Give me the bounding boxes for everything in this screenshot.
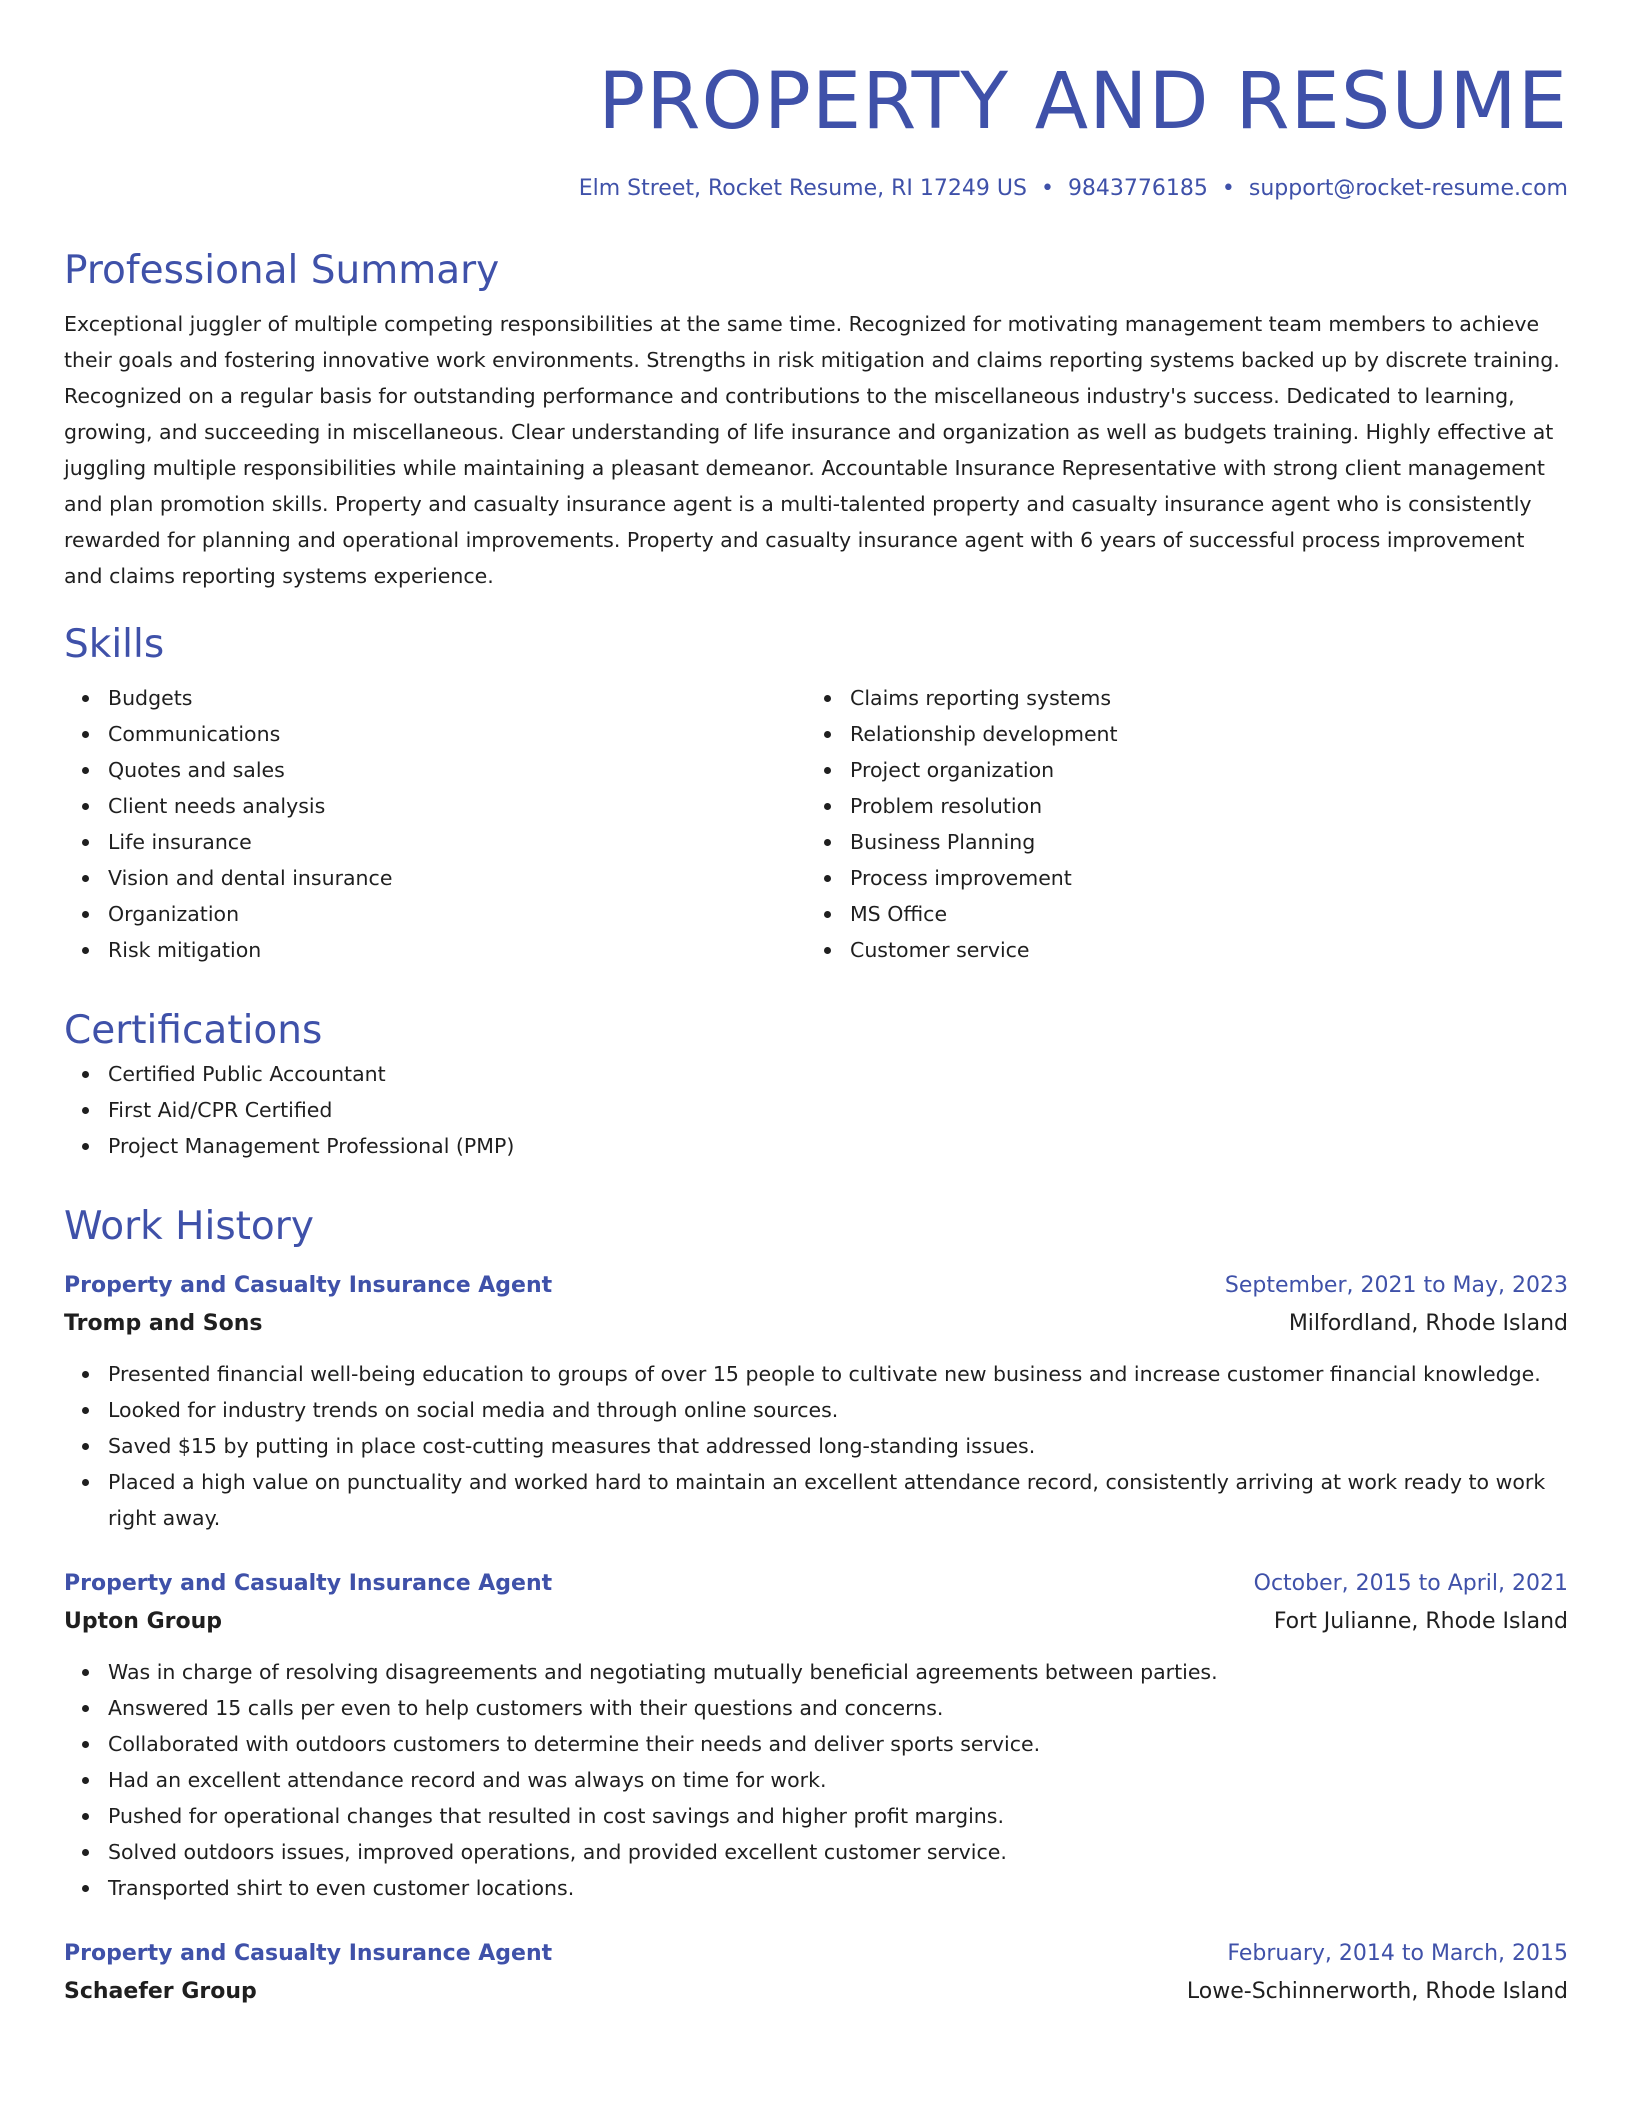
summary-text: Exceptional juggler of multiple competing responsibilities at the same time. Recognized for motivating management team members to achieve their goals and fostering innovative work environments. Strengths in risk mitigation and claims reporting systems backed up by discrete training. Recognized on a regular basis for outstanding performance and contributions to the miscellaneous industry's success. Dedicated to learning, growing, and succeeding in miscellaneous. Clear understanding of life insurance and organization as well as budgets training. Highly effective at juggling multiple responsibilities while maintaining a pleasant demeanor. Accountable Insurance Representative with strong client management and plan promotion skills. Property and casualty insurance agent is a multi-talented property and casualty insurance agent who is consistently rewarded for planning and operational improvements. Property and casualty insurance agent with 6 years of successful process improvement and claims reporting systems experience. [64, 312, 1560, 588]
contact-separator: • [1040, 176, 1054, 201]
job-title: Property and Casualty Insurance Agent [64, 1273, 553, 1298]
summary-heading: Professional Summary [64, 248, 500, 293]
skill-item: Vision and dental insurance [108, 860, 806, 896]
certifications-heading: Certifications [64, 1008, 323, 1053]
job-location: Lowe-Schinnerworth, Rhode Island [1186, 1979, 1568, 2004]
skill-item: Communications [108, 716, 806, 752]
contact-separator: • [1221, 176, 1235, 201]
job-entry [64, 1566, 1568, 1906]
job-company: Tromp and Sons [64, 1311, 263, 1336]
job-bullets [64, 1356, 1568, 1536]
skill-item: Budgets [108, 680, 806, 716]
job-bullet: Looked for industry trends on social media and through online sources. [108, 1392, 1568, 1428]
job-bullet: Placed a high value on punctuality and worked hard to maintain an excellent attendance record, consistently arriving at work ready to work right away. [108, 1464, 1568, 1536]
job-bullet: Presented financial well-being education to groups of over 15 people to cultivate new business and increase customer financial knowledge. [108, 1356, 1568, 1392]
skill-item: Customer service [850, 932, 1548, 968]
skill-item: Problem resolution [850, 788, 1548, 824]
contact-email: support@rocket-resume.com [1248, 176, 1568, 201]
job-title: Property and Casualty Insurance Agent [64, 1941, 553, 1966]
certification-item: First Aid/CPR Certified [108, 1092, 1568, 1128]
skills-column-left [64, 680, 806, 968]
skill-item: Client needs analysis [108, 788, 806, 824]
resume-page [64, 0, 1568, 2012]
job-location: Fort Julianne, Rhode Island [1273, 1609, 1568, 1634]
job-bullet: Pushed for operational changes that resulted in cost savings and higher profit margins. [108, 1798, 1568, 1834]
job-bullet: Solved outdoors issues, improved operations, and provided excellent customer service. [108, 1834, 1568, 1870]
skill-item: Business Planning [850, 824, 1548, 860]
skills-column-right [806, 680, 1548, 968]
job-bullet: Had an excellent attendance record and was always on time for work. [108, 1762, 1568, 1798]
job-bullets [64, 1654, 1568, 1906]
job-bullet: Collaborated with outdoors customers to determine their needs and deliver sports service. [108, 1726, 1568, 1762]
skills-list [64, 680, 1568, 968]
job-company: Upton Group [64, 1609, 222, 1634]
skill-item: Organization [108, 896, 806, 932]
skill-item: Claims reporting systems [850, 680, 1548, 716]
certification-item: Certified Public Accountant [108, 1056, 1568, 1092]
job-entry [64, 1936, 1568, 2012]
resume-header [64, 0, 1568, 204]
contact-phone: 9843776185 [1067, 176, 1208, 201]
job-location: Milfordland, Rhode Island [1288, 1311, 1568, 1336]
skill-item: Project organization [850, 752, 1548, 788]
job-company: Schaefer Group [64, 1979, 257, 2004]
job-bullet: Answered 15 calls per even to help customers with their questions and concerns. [108, 1690, 1568, 1726]
job-bullet: Was in charge of resolving disagreements and negotiating mutually beneficial agreements between parties. [108, 1654, 1568, 1690]
skill-item: Quotes and sales [108, 752, 806, 788]
contact-address: Elm Street, Rocket Resume, RI 17249 US [578, 176, 1027, 201]
skill-item: MS Office [850, 896, 1548, 932]
job-bullet: Saved $15 by putting in place cost-cutting measures that addressed long-standing issues. [108, 1428, 1568, 1464]
skill-item: Risk mitigation [108, 932, 806, 968]
certifications-list [64, 1056, 1568, 1164]
candidate-name: PROPERTY AND RESUME [598, 57, 1568, 147]
job-dates: September, 2021 to May, 2023 [1224, 1273, 1568, 1298]
skills-heading: Skills [64, 622, 165, 667]
skill-item: Process improvement [850, 860, 1548, 896]
job-dates: October, 2015 to April, 2021 [1253, 1571, 1568, 1596]
contact-line [64, 174, 1568, 204]
skill-item: Relationship development [850, 716, 1548, 752]
work-history-heading: Work History [64, 1204, 314, 1249]
job-dates: February, 2014 to March, 2015 [1227, 1941, 1568, 1966]
certification-item: Project Management Professional (PMP) [108, 1128, 1568, 1164]
job-entry [64, 1268, 1568, 1536]
job-bullet: Transported shirt to even customer locations. [108, 1870, 1568, 1906]
skill-item: Life insurance [108, 824, 806, 860]
job-title: Property and Casualty Insurance Agent [64, 1571, 553, 1596]
